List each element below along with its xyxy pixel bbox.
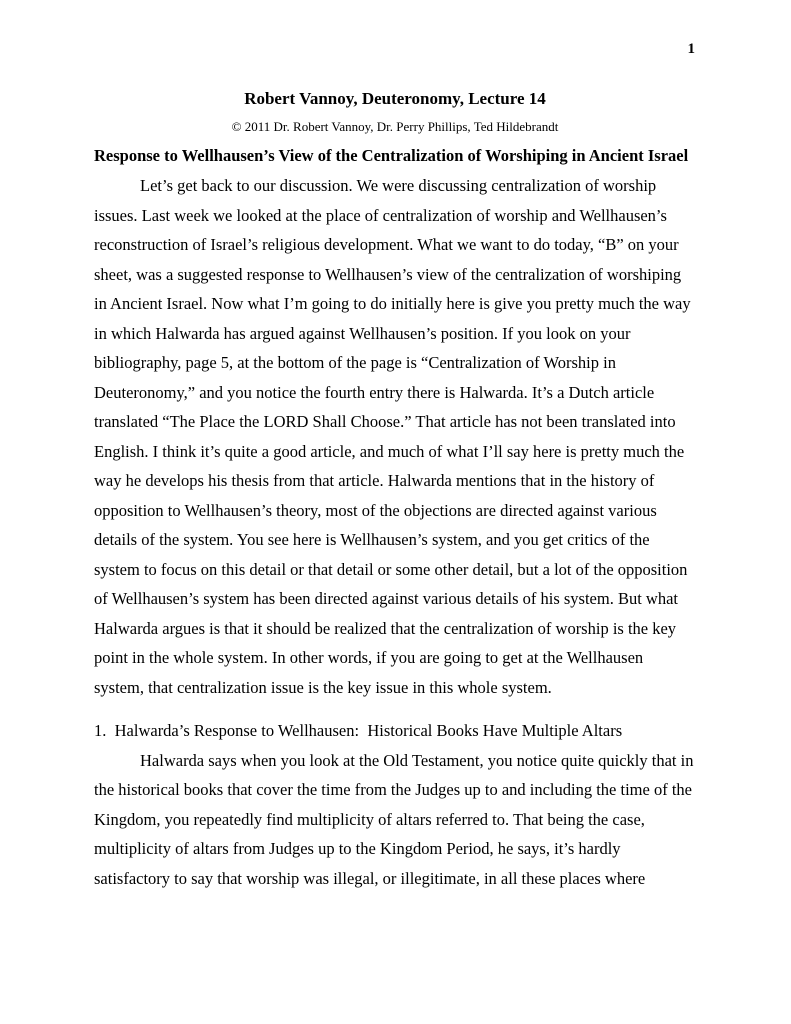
document-title: Robert Vannoy, Deuteronomy, Lecture 14 xyxy=(244,89,546,108)
main-heading: Response to Wellhausen’s View of the Centralization of Worshiping in Ancient Israel xyxy=(94,146,689,165)
section-1-heading: 1. Halwarda’s Response to Wellhausen: Historical Books Have Multiple Altars xyxy=(94,721,623,740)
paragraph: Halwarda says when you look at the Old Testament, you notice quite quickly that in the historical books that cover the time from the Judges up to and including the time of the Kingdom, you repeatedly find multiplicity of altars referred to. That being the case, multiplicity of altars from Judges up to the Kingdom Period, he says, it’s hardly satisfactory to say that worship was illegal, or illegitimate, in all these places where xyxy=(94,750,694,888)
page-number: 1 xyxy=(687,41,695,57)
paragraph: Let’s get back to our discussion. We were discussing centralization of worship issues. Last week we looked at the place of centralization of worship and Wellhausen’s reconstruction of Israel’s religious development. What we want to do today, “B” on your sheet, was a suggested response to Wellhausen’s view of the centralization of worshiping in Ancient Israel. Now what I’m going to do initially here is give you pretty much the way in which Halwarda has argued against Wellhausen’s position. If you look on your bibliography, page 5, at the bottom of the page is “Centralization of Worship in Deuteronomy,” and you notice the fourth entry there is Halwarda. It’s a Dutch article translated “The Place the LORD Shall Choose.” That article has not been translated into English. I think it’s quite a good article, and much of what I’ll say here is pretty much the way he develops his thesis from that article. Halwarda mentions that in the history of opposition to Wellhausen’s theory, most of the objections are directed against various details of the system. You see here is Wellhausen’s system, and you get critics of the system to focus on this detail or that detail or some other detail, but a lot of the opposition of Wellhausen’s system has been directed against various details of his system. But what Halwarda argues is that it should be realized that the centralization of worship is the key point in the whole system. In other words, if you are going to get at the Wellhausen system, that centralization issue is the key issue in this whole system. xyxy=(94,176,691,697)
copyright-line: © 2011 Dr. Robert Vannoy, Dr. Perry Phillips, Ted Hildebrandt xyxy=(231,119,559,134)
